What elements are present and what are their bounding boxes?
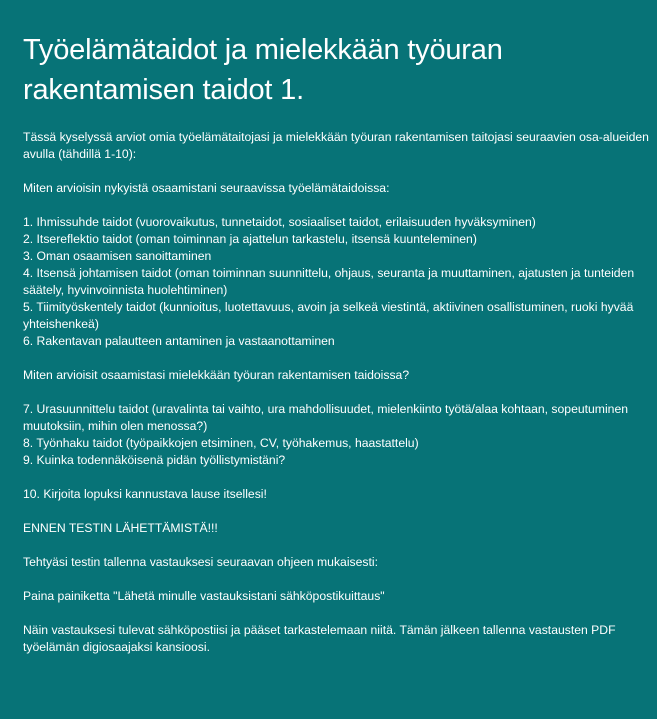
spacer xyxy=(23,571,649,588)
instruction-intro: Tehtyäsi testin tallenna vastauksesi seuraavan ohjeen mukaisesti: xyxy=(23,555,378,569)
skill-item: 1. Ihmissuhde taidot (vuorovaikutus, tunnetaidot, sosiaaliset taidot, erilaisuuden hyväksyminen) xyxy=(23,215,536,229)
career-skill-item: 7. Urasuunnittelu taidot (uravalinta tai vaihto, ura mahdollisuudet, mielenkiinto työtä/alaa kohtaan, sopeutuminen muutoksiin, mihin olen menossa?) xyxy=(23,402,629,433)
career-skill-item: 9. Kuinka todennäköisenä pidän työllistymistäni? xyxy=(23,453,286,467)
final-item: 10. Kirjoita lopuksi kannustava lause itsellesi! xyxy=(23,487,267,501)
spacer xyxy=(23,605,649,622)
spacer xyxy=(23,537,649,554)
section-heading-worklife: Miten arvioisin nykyistä osaamistani seuraavissa työelämätaidoissa: xyxy=(23,181,390,195)
spacer xyxy=(23,197,649,214)
skill-item: 3. Oman osaamisen sanoittaminen xyxy=(23,249,212,263)
form-description xyxy=(23,129,649,656)
instruction-final: Näin vastauksesi tulevat sähköpostiisi ja pääset tarkastelemaan niitä. Tämän jälkeen tallenna vastausten PDF työelämän digiosaajaksi kansioosi. xyxy=(23,623,616,654)
intro-text: Tässä kyselyssä arviot omia työelämätaitojasi ja mielekkään työuran rakentamisen taitojasi seuraavien osa-alueiden avulla (tähdillä 1-10): xyxy=(23,130,649,161)
career-skill-item: 8. Työnhaku taidot (työpaikkojen etsiminen, CV, työhakemus, haastattelu) xyxy=(23,436,419,450)
instruction-button-text: Paina painiketta "Lähetä minulle vastauksistani sähköpostikuittaus" xyxy=(23,589,385,603)
skill-item: 6. Rakentavan palautteen antaminen ja vastaanottaminen xyxy=(23,334,335,348)
spacer xyxy=(23,163,649,180)
skill-item: 4. Itsensä johtamisen taidot (oman toiminnan suunnittelu, ohjaus, seuranta ja muuttaminen, ajatusten ja tunteiden säätely, hyvinvoinnista huolehtiminen) xyxy=(23,266,635,297)
skill-item: 2. Itsereflektio taidot (oman toiminnan ja ajattelun tarkastelu, itsensä kuunteleminen) xyxy=(23,232,477,246)
warning-text: ENNEN TESTIN LÄHETTÄMISTÄ!!! xyxy=(23,521,218,535)
form-title: Työelämätaidot ja mielekkään työuran rakentamisen taidot 1. xyxy=(23,34,503,106)
skill-item: 5. Tiimityöskentely taidot (kunnioitus, luotettavuus, avoin ja selkeä viestintä, aktiivinen osallistuminen, ruoki hyvää yhteishenkeä) xyxy=(23,300,634,331)
section-heading-career: Miten arvioisit osaamistasi mielekkään työuran rakentamisen taidoissa? xyxy=(23,368,410,382)
spacer xyxy=(23,469,649,486)
spacer xyxy=(23,350,649,367)
spacer xyxy=(23,503,649,520)
spacer xyxy=(23,384,649,401)
